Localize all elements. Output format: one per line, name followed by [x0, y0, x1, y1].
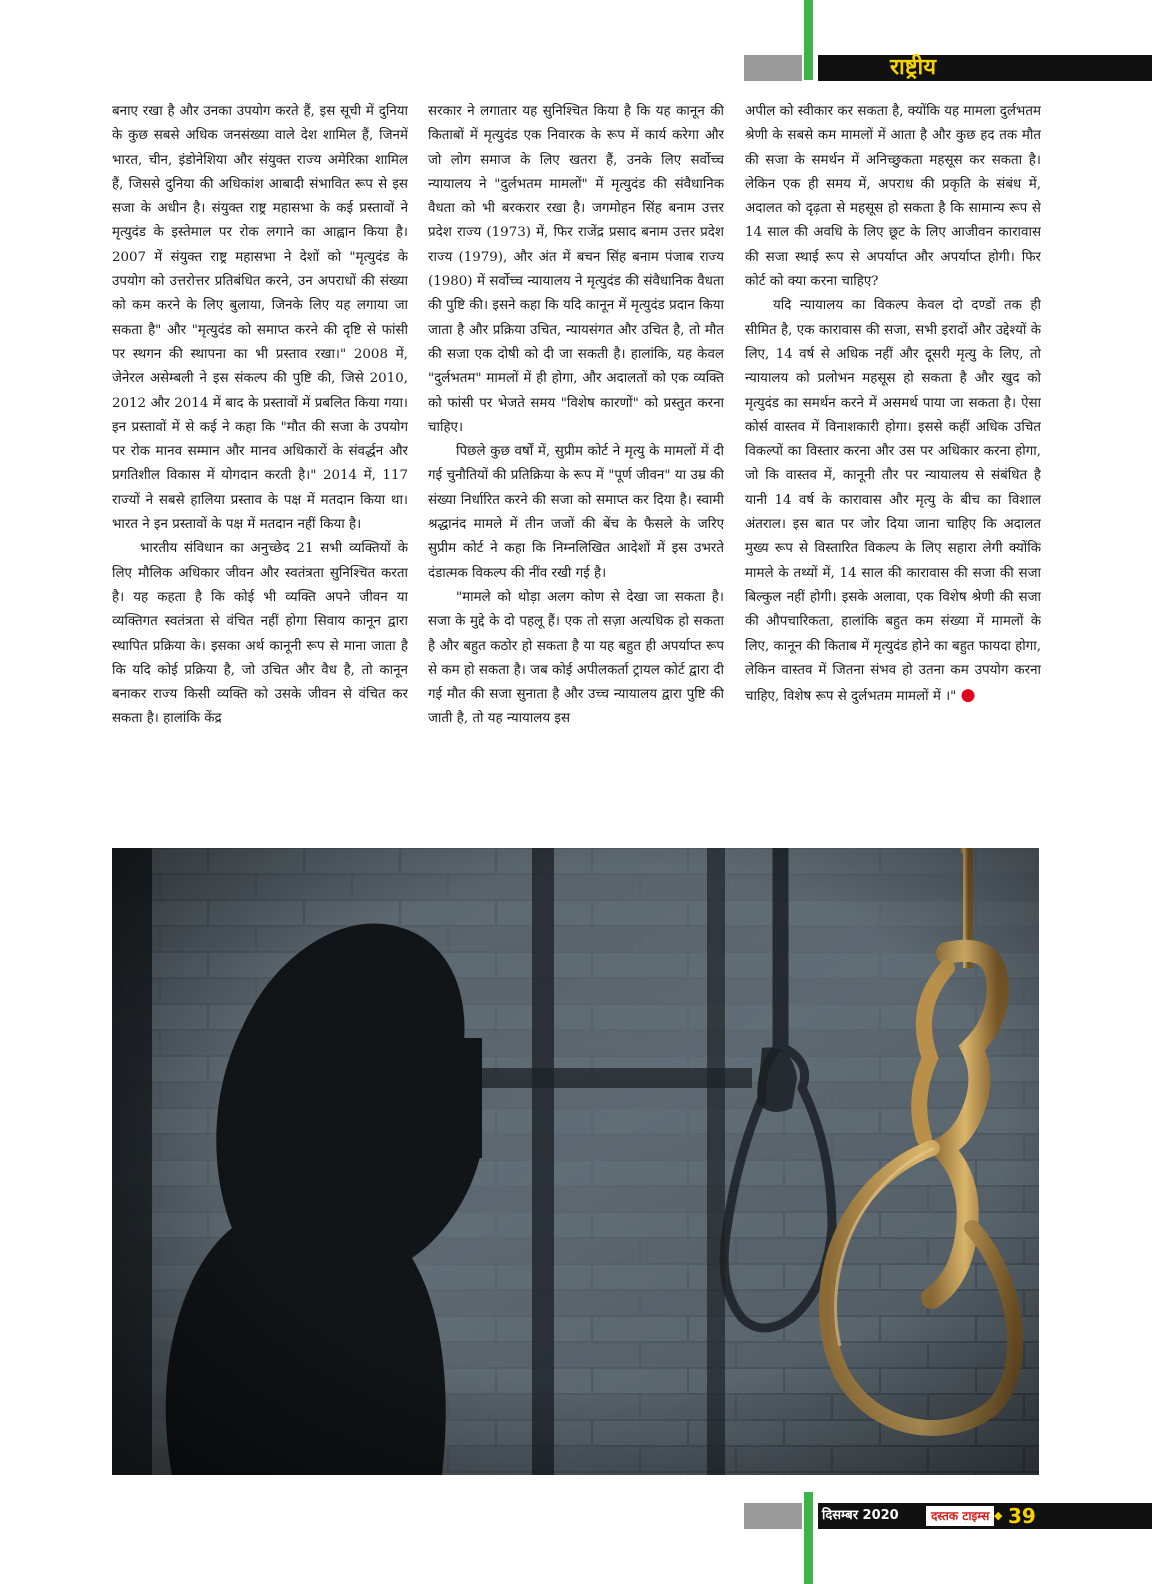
- paragraph: भारतीय संविधान का अनुच्छेद 21 सभी व्यक्तियों के लिए मौलिक अधिकार जीवन और स्वतंत्रता सुनिश्चित करता है। यह कहता है कि कोई भी व्यक्ति अपने जीवन या व्यक्तिगत स्वतंत्रता से वंचित नहीं होगा सिवाय कानून द्वारा स्थापित प्रक्रिया के। इसका अर्थ कानूनी रूप से माना जाता है कि यदि कोई प्रक्रिया है, जो उचित और वैध है, तो कानून बनाकर राज्य किसी व्यक्ति को उसके जीवन से वंचित कर सकता है। हालांकि केंद्र: [112, 541, 408, 727]
- section-header: [818, 55, 1152, 81]
- page-number: 39: [1008, 1504, 1036, 1528]
- paragraph: अपील को स्वीकार कर सकता है, क्योंकि यह मामला दुर्लभतम श्रेणी के सबसे कम मामलों में आता है और कुछ हद तक मौत की सजा के समर्थन में अनिच्छुकता महसूस कर सकता है। लेकिन एक ही समय में, अपराध की प्रकृति के संबंध में, अदालत को दृढ़ता से महसूस हो सकता है कि सामान्य रूप से 14 साल की अवधि के लिए छूट के लिए आजीवन कारावास की सजा स्थाई रूप से अपर्याप्त और अपर्याप्त होगी। फिर कोर्ट को क्या करना चाहिए?: [745, 104, 1041, 290]
- paragraph-text: यदि न्यायालय का विकल्प केवल दो दण्डों तक ही सीमित है, एक कारावास की सजा, सभी इरादों और उद्देश्यों के लिए, 14 वर्ष से अधिक नहीं और दूसरी मृत्यु के लिए, तो न्यायालय को प्रलोभन महसूस हो सकता है और खुद को मृत्युदंड का समर्थन करने में असमर्थ पाया जा सकता है। ऐसा कोर्स वास्तव में विनाशकारी होगा। इससे कहीं अधिक उचित विकल्पों का विस्तार करना और उस पर अधिकार करना होगा, जो कि वास्तव में, कानूनी तौर पर न्यायालय से संबंधित है यानी 14 वर्ष के कारावास और मृत्यु के बीच का विशाल अंतराल। इस बात पर जोर दिया जाना चाहिए कि अदालत मुख्य रूप से विस्तारित विकल्प के लिए सहारा लेगी क्योंकि मामले के तथ्यों में, 14 साल की कारावास की सजा की सजा बिल्कुल नहीं होगी। इसके अलावा, एक विशेष श्रेणी की सजा की औपचारिकता, हालांकि बहुत कम संख्या में मामलों के लिए, कानून की किताब में मृत्युदंड होने का बहुत फायदा होगा, लेकिन वास्तव में जितना संभव हो उतना कम उपयोग करना चाहिए, विशेष रूप से दुर्लभतम मामलों में ।": [745, 298, 1041, 705]
- article-photo: [112, 848, 1039, 1475]
- section-title: राष्ट्रीय: [890, 55, 937, 80]
- article-column-2: [428, 100, 724, 842]
- green-accent-bar-bottom: [804, 1492, 813, 1584]
- magazine-logo: दस्तक टाइम्स: [926, 1506, 994, 1526]
- diamond-icon: ◆: [994, 1509, 1003, 1522]
- section-grey-block: [744, 55, 802, 81]
- article-column-1: [112, 100, 408, 842]
- article-column-3: [745, 100, 1041, 842]
- paragraph: सरकार ने लगातार यह सुनिश्चित किया है कि यह कानून की किताबों में मृत्युदंड एक निवारक के रूप में कार्य करेगा और जो लोग समाज के लिए खतरा हैं, उनके लिए सर्वोच्च न्यायालय ने "दुर्लभतम मामलों" में मृत्युदंड की संवैधानिक वैधता को भी बरकरार रखा है। जगमोहन सिंह बनाम उत्तर प्रदेश राज्य (1973) में, फिर राजेंद्र प्रसाद बनाम उत्तर प्रदेश राज्य (1979), और अंत में बचन सिंह बनाम पंजाब राज्य (1980) में सर्वोच्च न्यायालय ने मृत्युदंड की संवैधानिक वैधता की पुष्टि की। इसने कहा कि यदि कानून में मृत्युदंड प्रदान किया जाता है और प्रक्रिया उचित, न्यायसंगत और उचित है, तो मौत की सजा एक दोषी को दी जा सकती है। हालांकि, यह केवल "दुर्लभतम" मामलों में ही होगा, और अदालतों को एक व्यक्ति को फांसी पर भेजते समय "विशेष कारणों" को प्रस्तुत करना चाहिए।: [428, 104, 724, 435]
- paragraph-last: [745, 294, 1041, 709]
- footer-grey-block: [744, 1503, 802, 1529]
- footer-bar: [818, 1503, 1152, 1529]
- paragraph: पिछले कुछ वर्षों में, सुप्रीम कोर्ट ने मृत्यु के मामलों में दी गई चुनौतियों की प्रतिक्रिया के रूप में "पूर्ण जीवन" या उम्र की संख्या निर्धारित करने की सजा को समाप्त कर दिया है। स्वामी श्रद्धानंद मामले में तीन जजों की बेंच के फैसले के जरिए सुप्रीम कोर्ट ने कहा कि निम्नलिखित आदेशों में इस उभरते दंडात्मक विकल्प की नींव रखी गई है।: [428, 444, 724, 581]
- noose-shadow-prisoner-photo: [112, 848, 1039, 1475]
- issue-date: दिसम्बर 2020: [822, 1508, 899, 1523]
- end-bullet-icon: ●: [960, 685, 976, 706]
- paragraph: बनाए रखा है और उनका उपयोग करते हैं, इस सूची में दुनिया के कुछ सबसे अधिक जनसंख्या वाले देश शामिल हैं, जिनमें भारत, चीन, इंडोनेशिया और संयुक्त राज्य अमेरिका शामिल हैं, जिससे दुनिया की अधिकांश आबादी संभावित रूप से इस सजा के अधीन है। संयुक्त राष्ट्र महासभा के कई प्रस्तावों ने मृत्युदंड के इस्तेमाल पर रोक लगाने का आह्वान किया है। 2007 में संयुक्त राष्ट्र महासभा ने देशों को "मृत्युदंड के उपयोग को उत्तरोत्तर प्रतिबंधित करने, उन अपराधों की संख्या को कम करने के लिए बुलाया, जिनके लिए यह लगाया जा सकता है" और "मृत्युदंड को समाप्त करने की दृष्टि से फांसी पर स्थगन की स्थापना का भी प्रस्ताव रखा।" 2008 में, जेनेरल असेम्बली ने इस संकल्प की पुष्टि की, जिसे 2010, 2012 और 2014 में बाद के प्रस्तावों में प्रबलित किया गया। इन प्रस्तावों में से कई ने कहा कि "मौत की सजा के उपयोग पर रोक मानव सम्मान और मानव अधिकारों के संवर्द्धन और प्रगतिशील विकास में योगदान करती है।" 2014 में, 117 राज्यों ने सबसे हालिया प्रस्ताव के पक्ष में मतदान किया था। भारत ने इन प्रस्तावों के पक्ष में मतदान नहीं किया है।: [112, 104, 408, 533]
- green-accent-bar-top: [804, 0, 813, 80]
- paragraph: "मामले को थोड़ा अलग कोण से देखा जा सकता है। सजा के मुद्दे के दो पहलू हैं। एक तो सज़ा अत्यधिक हो सकता है और बहुत कठोर हो सकता है या यह बहुत ही अपर्याप्त रूप से कम हो सकता है। जब कोई अपीलकर्ता ट्रायल कोर्ट द्वारा दी गई मौत की सजा सुनाता है और उच्च न्यायालय द्वारा पुष्टि की जाती है, तो यह न्यायालय इस: [428, 589, 724, 727]
